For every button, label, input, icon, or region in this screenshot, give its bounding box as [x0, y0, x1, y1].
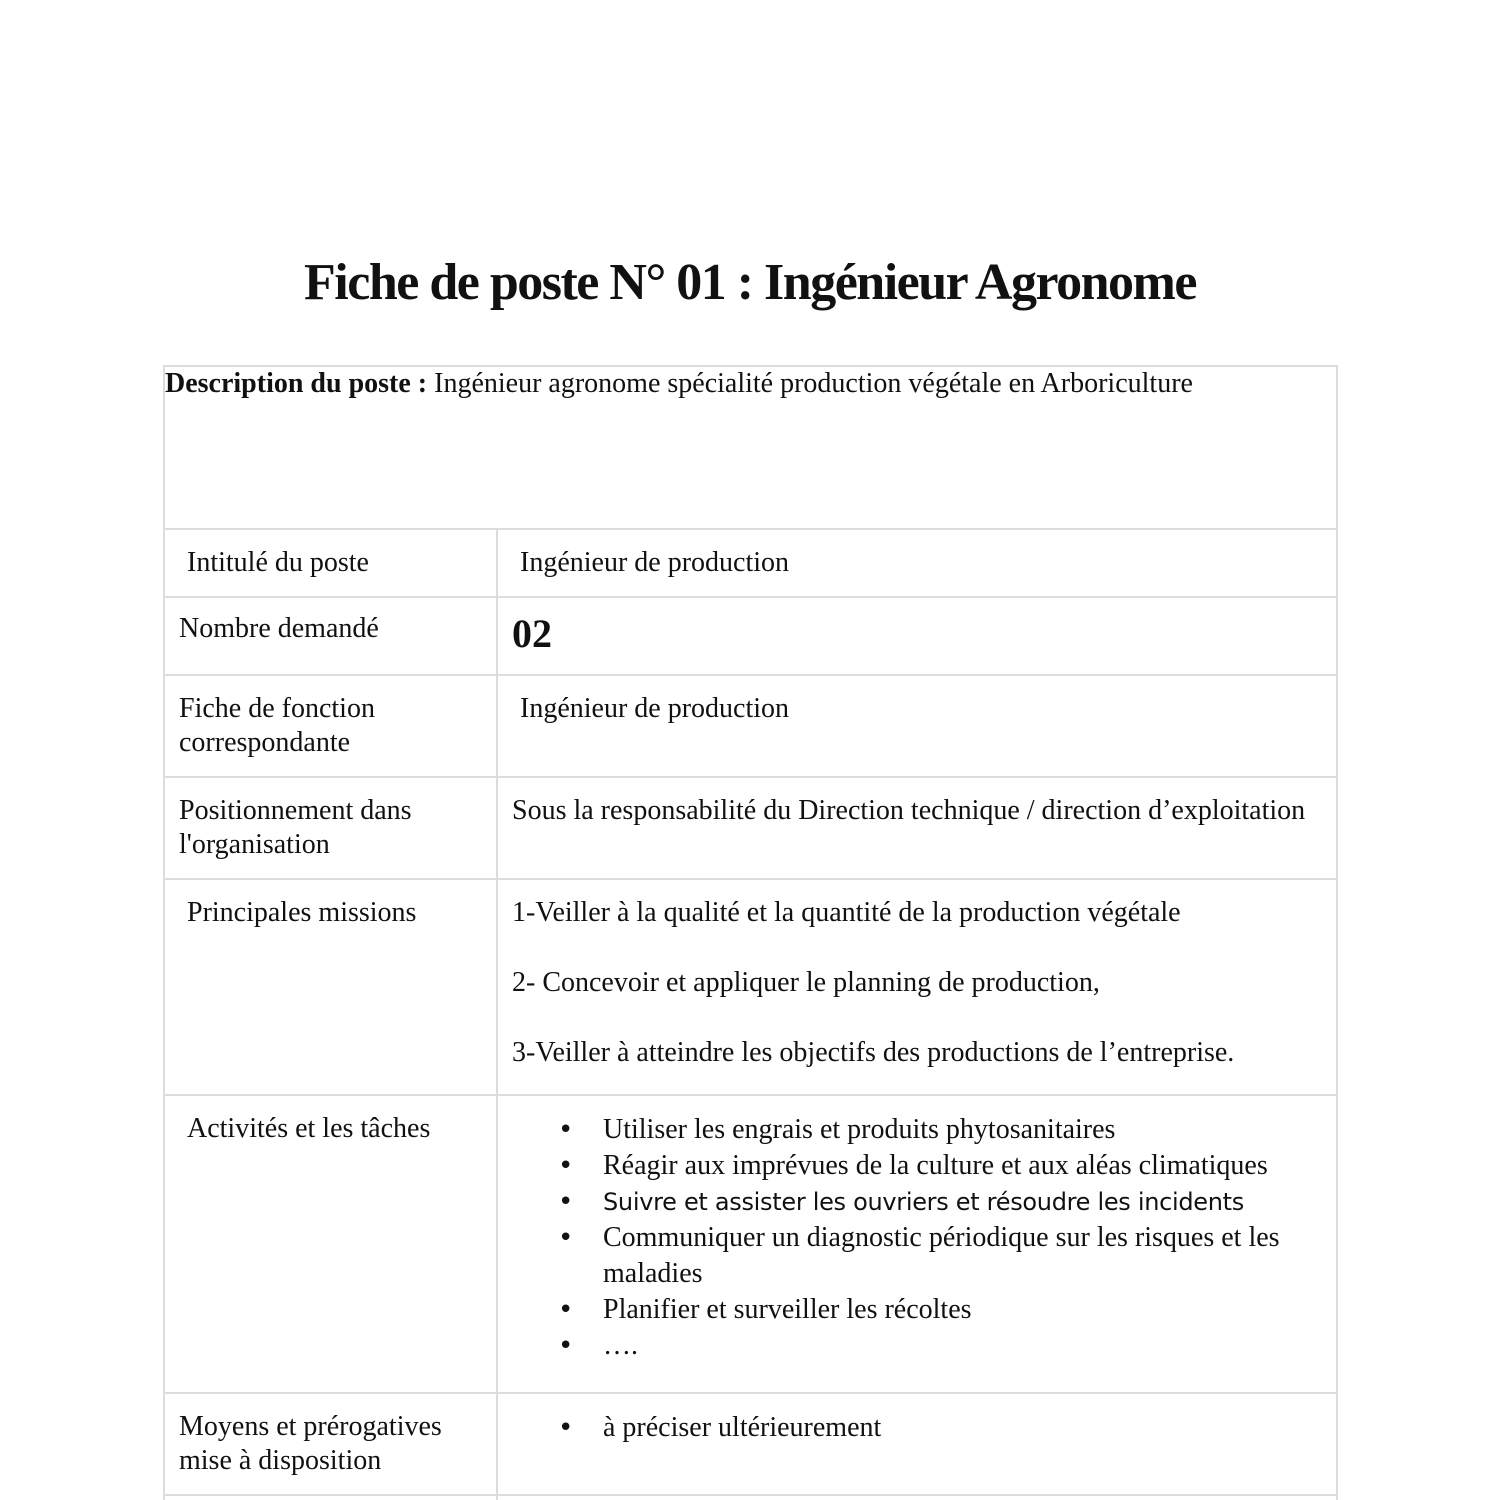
fonction-value: Ingénieur de production [520, 693, 790, 724]
page-title: Fiche de poste N° 01 : Ingénieur Agronome [304, 254, 1196, 311]
table-row [164, 597, 1337, 675]
activites-list [498, 1096, 1336, 1364]
positionnement-value: Sous la responsabilité du Direction technique / direction d’exploitation [512, 795, 1306, 826]
intitule-label: Intitulé du poste [187, 547, 369, 578]
description-cell [164, 366, 1337, 529]
description-row [164, 366, 1337, 529]
table-row [164, 675, 1337, 777]
nombre-label: Nombre demandé [179, 613, 379, 644]
table-row [164, 1095, 1337, 1393]
positionnement-label: Positionnement dans l'organisation [179, 795, 412, 860]
list-item: • Communiquer un diagnostic périodique sur les risques et les maladies [603, 1220, 1322, 1292]
list-item: • Réagir aux imprévues de la culture et aux aléas climatiques [603, 1148, 1322, 1184]
list-item: • Utiliser les engrais et produits phytosanitaires [603, 1112, 1322, 1148]
mission-item: 3-Veiller à atteindre les objectifs des productions de l’entreprise. [512, 1037, 1235, 1068]
list-item: • Suivre et assister les ouvriers et résoudre les incidents [603, 1184, 1322, 1220]
table-row [164, 1495, 1337, 1500]
moyens-label: Moyens et prérogatives mise à disposition [179, 1411, 442, 1476]
table-row [164, 529, 1337, 597]
list-item: • …. [603, 1328, 1322, 1364]
list-item: • Planifier et surveiller les récoltes [603, 1292, 1322, 1328]
moyens-list [498, 1394, 1336, 1446]
intitule-value: Ingénieur de production [520, 547, 790, 578]
job-description-table [163, 365, 1338, 1500]
activites-label: Activités et les tâches [187, 1113, 431, 1144]
mission-item: 1-Veiller à la qualité et la quantité de la production végétale [512, 897, 1181, 928]
table-row [164, 777, 1337, 879]
mission-item: 2- Concevoir et appliquer le planning de production, [512, 967, 1100, 998]
fonction-label: Fiche de fonction correspondante [179, 693, 375, 758]
missions-label: Principales missions [187, 897, 417, 928]
description-label: Description du poste : [165, 368, 428, 399]
table-row [164, 1393, 1337, 1495]
table-row [164, 879, 1337, 1095]
description-text: Ingénieur agronome spécialité production végétale en Arboriculture [434, 368, 1193, 399]
nombre-value: 02 [512, 611, 552, 656]
missions-list [498, 880, 1336, 1070]
list-item: • à préciser ultérieurement [603, 1410, 1322, 1446]
